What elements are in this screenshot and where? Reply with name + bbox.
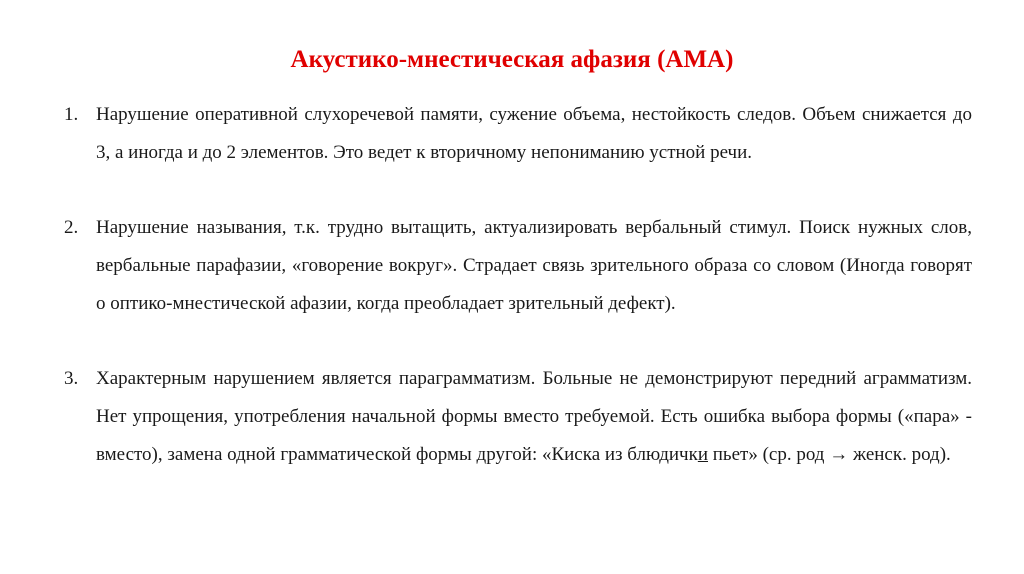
slide-title: Акустико-мнестическая афазия (АМА) <box>290 46 734 73</box>
list-item-number: 1. <box>64 104 79 125</box>
list-item-text <box>96 368 972 465</box>
list-item-number: 2. <box>64 217 79 238</box>
numbered-list <box>64 96 972 474</box>
list-item-text-before: Характерным нарушением является параграмматизм. Больные не демонстрируют передний аграмматизм. Нет упрощения, употребления начальной формы вместо требуемой. Есть ошибка выбора формы («пара» - вместо), замена одной грамматической формы другой: «Киска из блюдичк <box>96 368 972 465</box>
list-item-number: 3. <box>64 368 79 389</box>
list-item <box>64 360 972 474</box>
list-item <box>64 96 972 172</box>
list-item-text-after: пьет» (ср. род → женск. род). <box>708 444 951 465</box>
list-item-text: Нарушение называния, т.к. трудно вытащить, актуализировать вербальный стимул. Поиск нужных слов, вербальные парафазии, «говорение вокруг». Страдает связь зрительного образа со словом (Иногда говорят о оптико-мнестической афазии, когда преобладает зрительный дефект). <box>96 217 972 314</box>
list-item-text: Нарушение оперативной слухоречевой памяти, сужение объема, нестойкость следов. Объем снижается до 3, а иногда и до 2 элементов. Это ведет к вторичному непониманию устной речи. <box>96 104 972 163</box>
underlined-ending: и <box>697 444 708 465</box>
list-item <box>64 209 972 323</box>
